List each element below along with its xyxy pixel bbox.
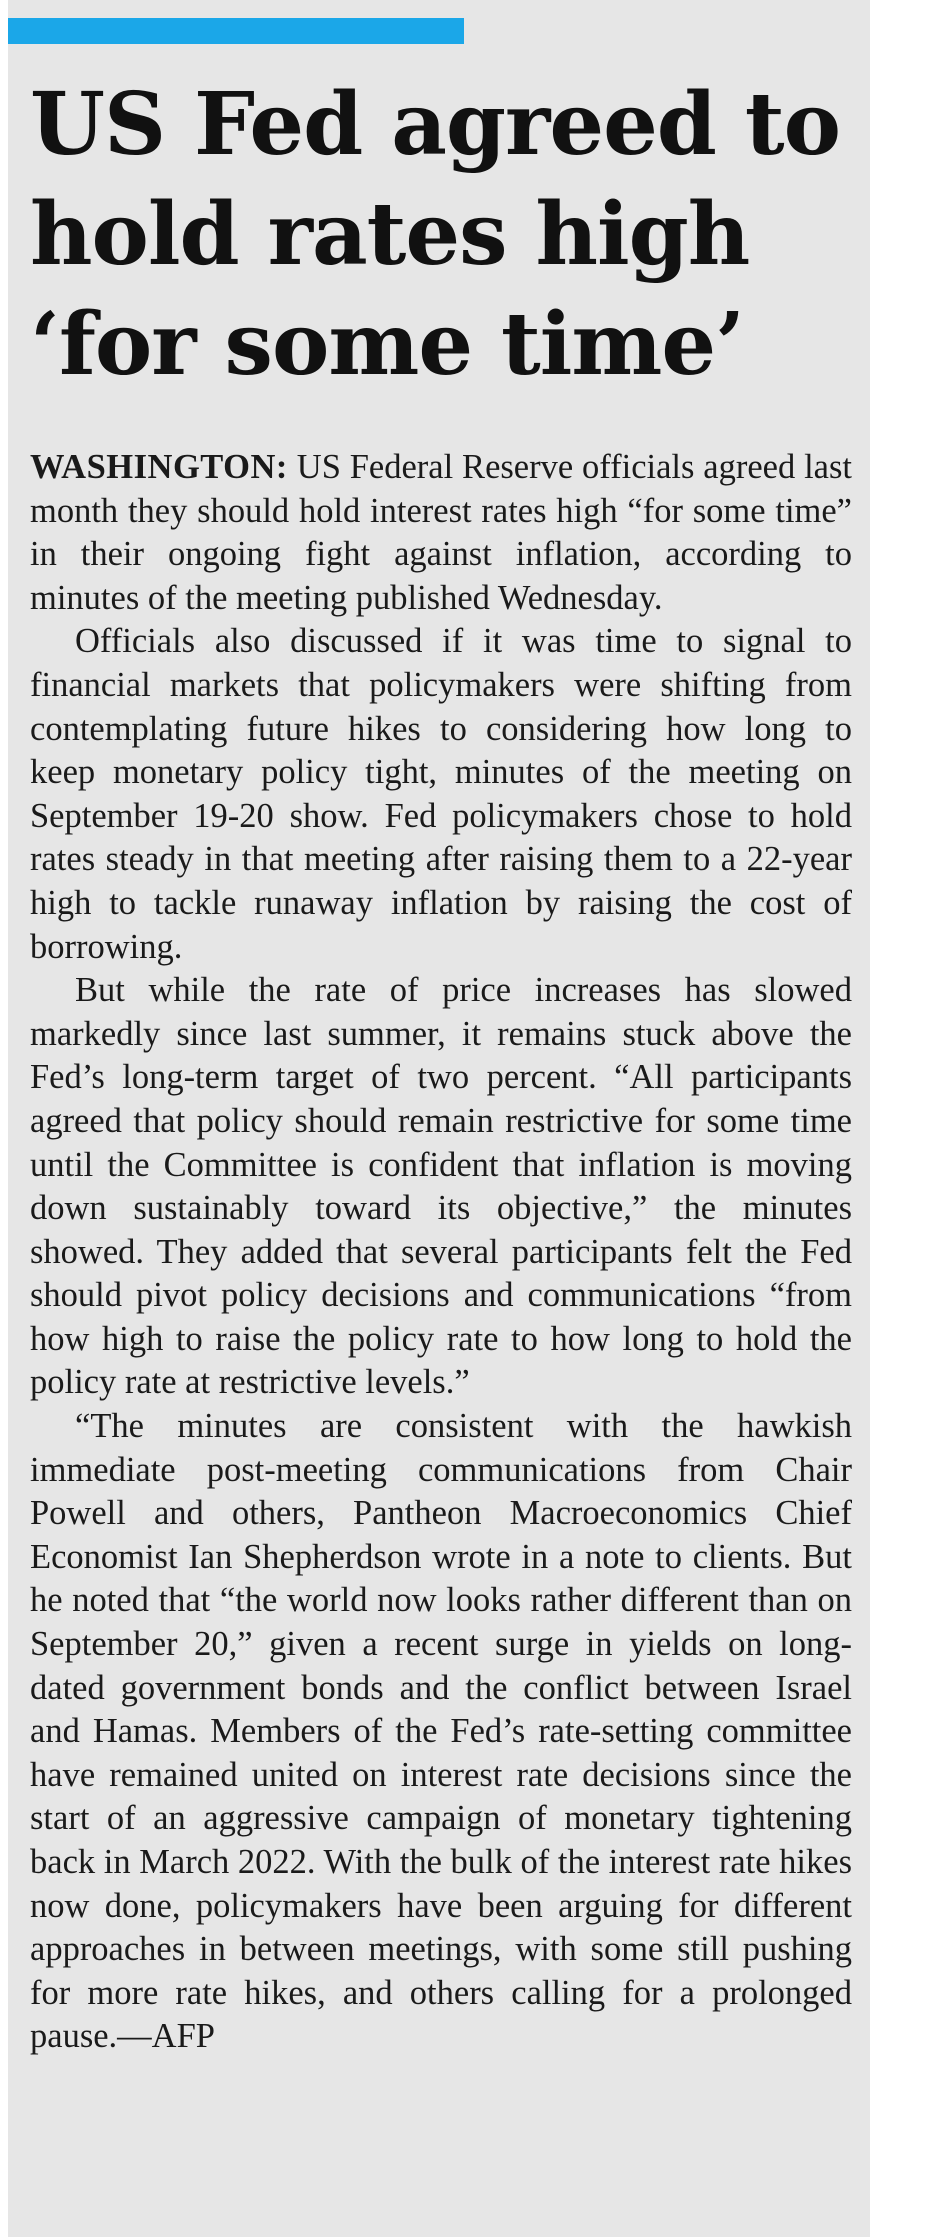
article-body xyxy=(30,446,852,2059)
body-paragraph: “The minutes are consistent with the hawkish immediate post-meeting communications from Chair Powell and others, Pantheon Macroeconomics Chief Economist Ian Shepherdson wrote in a note to clients. But he noted that “the world now looks rather different than on September 20,” given a recent surge in yields on long-dated government bonds and the conflict between Israel and Hamas. Members of the Fed’s rate-setting committee have remained united on interest rate decisions since the start of an aggressive campaign of monetary tightening back in March 2022. With the bulk of the interest rate hikes now done, policymakers have been arguing for different approaches in between meetings, with some still pushing for more rate hikes, and others calling for a prolonged pause.—AFP xyxy=(30,1407,852,2056)
headline-line: US Fed agreed to xyxy=(30,74,840,175)
lead-paragraph xyxy=(30,446,852,620)
body-paragraph: Officials also discussed if it was time to signal to financial markets that policymakers were shifting from contemplating future hikes to considering how long to keep monetary policy tight, minutes of the meeting on September 19-20 show. Fed policymakers chose to hold rates steady in that meeting after raising them to a 22-year high to tackle runaway inflation by raising the cost of borrowing. xyxy=(30,622,852,966)
lead-text: US Federal Reserve officials agreed last month they should hold interest rates high “for some time” in their ongoing fight against inflation, according to minutes of the meeting published Wednesday. xyxy=(30,448,852,617)
body-paragraph: But while the rate of price increases has slowed markedly since last summer, it remains stuck above the Fed’s long-term target of two percent. “All participants agreed that policy should remain restrictive for some time until the Committee is confident that inflation is moving down sustainably toward its objective,” the minutes showed. They added that several participants felt the Fed should pivot policy decisions and communications “from how high to raise the policy rate to how long to hold the policy rate at restrictive levels.” xyxy=(30,971,852,1402)
dateline: WASHINGTON: xyxy=(30,448,288,486)
headline-line: hold rates high xyxy=(30,184,750,285)
headline xyxy=(30,70,850,400)
headline-line: ‘for some time’ xyxy=(30,294,745,395)
accent-bar xyxy=(8,18,464,44)
article-panel xyxy=(8,0,870,2237)
